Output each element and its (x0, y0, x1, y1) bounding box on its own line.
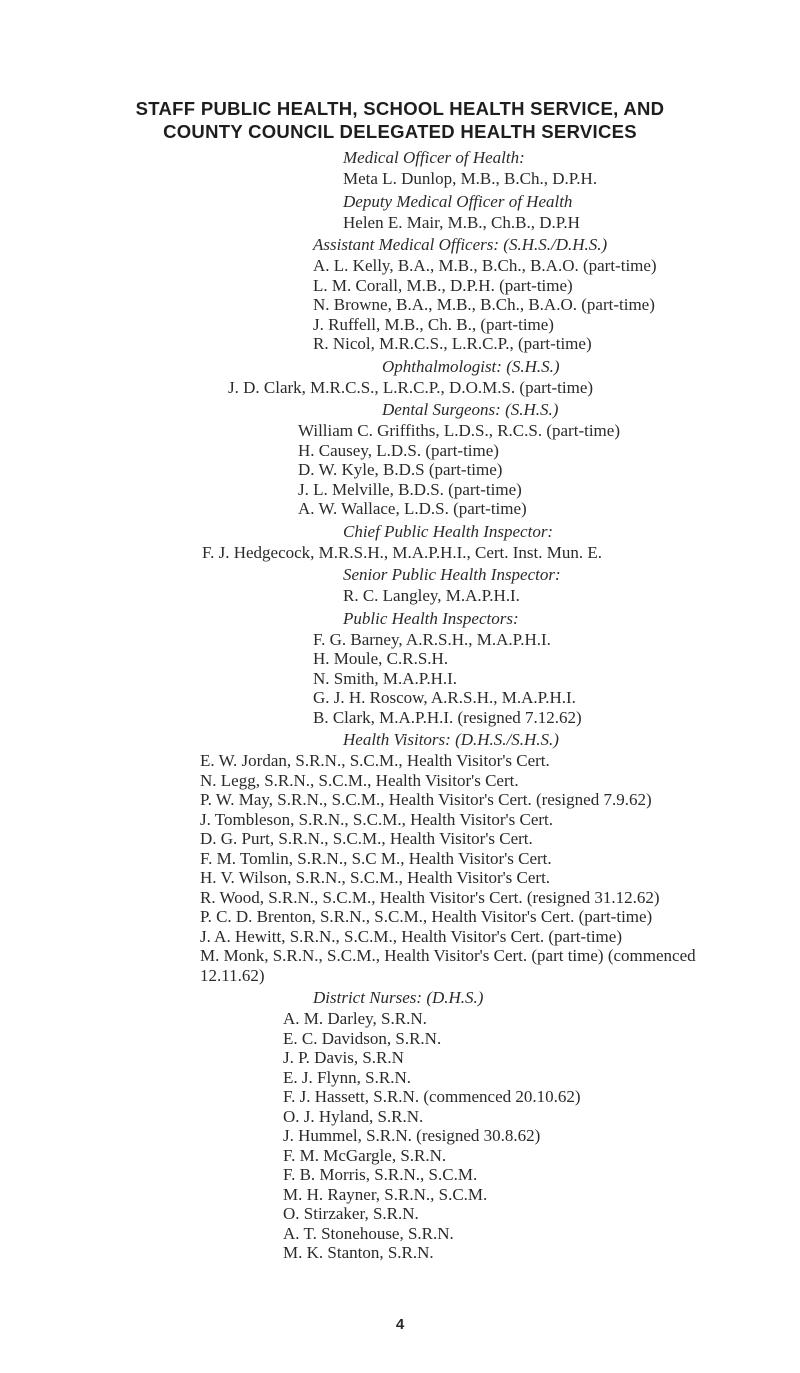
staff-entry: P. C. D. Brenton, S.R.N., S.C.M., Health Visitor's Cert. (part-time) (200, 907, 653, 926)
page-number: 4 (395, 1316, 405, 1333)
staff-entry: N. Smith, M.A.P.H.I. (313, 668, 458, 688)
staff-entry: M. K. Stanton, S.R.N. (283, 1243, 434, 1262)
section-heading: Chief Public Health Inspector: (343, 521, 554, 541)
staff-entry: D. W. Kyle, B.D.S (part-time) (298, 460, 503, 479)
staff-entry: M. H. Rayner, S.R.N., S.C.M. (283, 1184, 488, 1204)
staff-entry: J. L. Melville, B.D.S. (part-time) (298, 479, 522, 499)
staff-entry: A. L. Kelly, B.A., M.B., B.Ch., B.A.O. (part-time) (313, 256, 657, 275)
staff-section (0, 521, 800, 565)
staff-entry: 12.11.62) (200, 965, 265, 985)
section-heading: Ophthalmologist: (S.H.S.) (382, 356, 560, 376)
staff-entry: F. J. Hedgecock, M.R.S.H., M.A.P.H.I., Cert. Inst. Mun. E. (202, 542, 603, 562)
section-heading: Public Health Inspectors: (343, 608, 519, 628)
staff-entry: G. J. H. Roscow, A.R.S.H., M.A.P.H.I. (313, 688, 576, 707)
staff-section (0, 987, 800, 1265)
staff-entry: J. Tombleson, S.R.N., S.C.M., Health Visitor's Cert. (200, 809, 553, 829)
staff-entry: H. Causey, L.D.S. (part-time) (298, 440, 499, 460)
staff-entry: E. J. Flynn, S.R.N. (283, 1067, 411, 1087)
staff-entry: F. M. McGargle, S.R.N. (283, 1145, 447, 1165)
staff-entry: M. Monk, S.R.N., S.C.M., Health Visitor's Cert. (part time) (commenced (200, 946, 696, 965)
staff-entry: F. J. Hassett, S.R.N. (commenced 20.10.62) (283, 1087, 581, 1106)
staff-entry: H. Moule, C.R.S.H. (313, 649, 449, 668)
staff-entry: O. Stirzaker, S.R.N. (283, 1204, 419, 1223)
staff-entry: J. D. Clark, M.R.C.S., L.R.C.P., D.O.M.S. (part-time) (228, 377, 594, 397)
staff-entry: A. T. Stonehouse, S.R.N. (283, 1223, 454, 1243)
staff-section (0, 234, 800, 356)
section-heading: Deputy Medical Officer of Health (343, 191, 573, 211)
staff-entry: J. Ruffell, M.B., Ch. B., (part-time) (313, 314, 554, 334)
staff-entry: N. Browne, B.A., M.B., B.Ch., B.A.O. (part-time) (313, 295, 655, 314)
staff-entry: Helen E. Mair, M.B., Ch.B., D.P.H (343, 212, 580, 232)
staff-entry: A. W. Wallace, L.D.S. (part-time) (298, 499, 527, 518)
section-heading: Senior Public Health Inspector: (343, 565, 561, 584)
staff-entry: William C. Griffiths, L.D.S., R.C.S. (part-time) (298, 421, 620, 440)
staff-section (0, 608, 800, 730)
staff-entry: F. M. Tomlin, S.R.N., S.C M., Health Visitor's Cert. (200, 848, 552, 868)
staff-section (0, 729, 800, 987)
staff-entry: R. Nicol, M.R.C.S., L.R.C.P., (part-time) (313, 334, 592, 353)
staff-section (0, 356, 800, 400)
staff-entry: J. P. Davis, S.R.N (283, 1048, 404, 1067)
staff-entry: E. W. Jordan, S.R.N., S.C.M., Health Visitor's Cert. (200, 751, 550, 770)
staff-entry: H. V. Wilson, S.R.N., S.C.M., Health Visitor's Cert. (200, 868, 551, 887)
staff-section (0, 564, 800, 608)
staff-entry: J. A. Hewitt, S.R.N., S.C.M., Health Visitor's Cert. (part-time) (200, 926, 622, 946)
staff-entry: N. Legg, S.R.N., S.C.M., Health Visitor's Cert. (200, 770, 519, 790)
staff-list (0, 147, 800, 1265)
section-heading: Dental Surgeons: (S.H.S.) (382, 400, 559, 419)
staff-entry: E. C. Davidson, S.R.N. (283, 1028, 442, 1048)
section-heading: Medical Officer of Health: (343, 148, 525, 167)
staff-entry: P. W. May, S.R.N., S.C.M., Health Visitor's Cert. (resigned 7.9.62) (200, 790, 652, 809)
staff-entry: Meta L. Dunlop, M.B., B.Ch., D.P.H. (343, 169, 598, 188)
staff-section (0, 147, 800, 191)
section-heading: District Nurses: (D.H.S.) (313, 988, 484, 1007)
staff-entry: R. C. Langley, M.A.P.H.I. (343, 586, 520, 605)
staff-entry: R. Wood, S.R.N., S.C.M., Health Visitor's Cert. (resigned 31.12.62) (200, 887, 660, 907)
staff-section (0, 399, 800, 521)
staff-entry: D. G. Purt, S.R.N., S.C.M., Health Visitor's Cert. (200, 829, 533, 848)
title-line-2: COUNTY COUNCIL DELEGATED HEALTH SERVICES (163, 121, 637, 142)
staff-entry: J. Hummel, S.R.N. (resigned 30.8.62) (283, 1126, 541, 1145)
staff-entry: L. M. Corall, M.B., D.P.H. (part-time) (313, 275, 573, 295)
staff-entry: A. M. Darley, S.R.N. (283, 1009, 427, 1028)
section-heading: Assistant Medical Officers: (S.H.S./D.H.S.) (313, 235, 608, 254)
staff-entry: B. Clark, M.A.P.H.I. (resigned 7.12.62) (313, 707, 582, 727)
section-heading: Health Visitors: (D.H.S./S.H.S.) (343, 730, 559, 749)
staff-entry: O. J. Hyland, S.R.N. (283, 1106, 424, 1126)
staff-entry: F. B. Morris, S.R.N., S.C.M. (283, 1165, 478, 1184)
staff-entry: F. G. Barney, A.R.S.H., M.A.P.H.I. (313, 629, 551, 649)
title-line-1: STAFF PUBLIC HEALTH, SCHOOL HEALTH SERVICE, AND (135, 98, 665, 119)
staff-section (0, 191, 800, 235)
